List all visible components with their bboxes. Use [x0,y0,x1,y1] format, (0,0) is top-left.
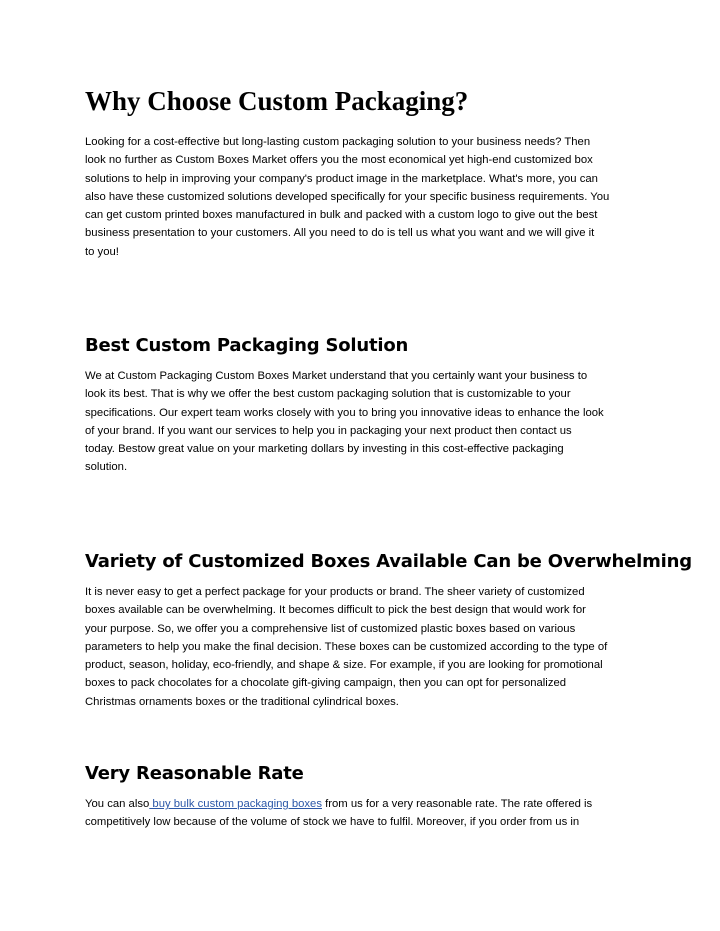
rate-paragraph [85,795,637,832]
paragraph-line: look no further as Custom Boxes Market offers you the most economical yet high-end customized box [85,154,593,167]
intro-paragraph [85,133,637,261]
paragraph-line: competitively low because of the volume of stock we have to fulfil. Moreover, if you order from us in [85,816,580,829]
paragraph-line: business presentation to your customers. All you need to do is tell us what you want and we will give it [85,227,595,240]
paragraph-line: can get custom printed boxes manufactured in bulk and packed with a custom logo to give out the best [85,209,598,222]
paragraph-line: product, season, holiday, eco-friendly, and shape & size. For example, if you are looking for promotional [85,659,603,672]
paragraph-line: boxes to pack chocolates for a chocolate gift-giving campaign, then you can opt for personalized [85,677,567,690]
paragraph-line: solutions to help in improving your company's product image in the marketplace. What's more, you can [85,172,598,185]
paragraph-line: of your brand. If you want our services to help you in packaging your next product then contact us [85,424,572,437]
paragraph-line: also have these customized solutions developed specifically for your specific business requirements. You [85,190,610,203]
paragraph-line [85,795,637,813]
paragraph-line: solution. [85,461,128,474]
paragraph-line: specifications. Our expert team works closely with you to bring you innovative ideas to enhance the look [85,406,604,419]
buy-bulk-boxes-link[interactable]: buy bulk custom packaging boxes [149,798,322,810]
paragraph-line: Looking for a cost-effective but long-lasting custom packaging solution to your business needs? Then [85,136,591,148]
paragraph-line: parameters to help you make the final decision. These boxes can be customized according to the type of [85,640,608,653]
paragraph-line: your purpose. So, we offer you a comprehensive list of customized plastic boxes based on various [85,622,576,635]
paragraph-line: Christmas ornaments boxes or the traditional cylindrical boxes. [85,695,399,708]
section-heading-variety: Variety of Customized Boxes Available Can be Overwhelming [85,551,692,572]
variety-paragraph [85,583,637,711]
paragraph-line: It is never easy to get a perfect package for your products or brand. The sheer variety of customized [85,586,585,598]
section-heading-reasonable-rate: Very Reasonable Rate [85,763,304,784]
paragraph-line: today. Bestow great value on your marketing dollars by investing in this cost-effective packaging [85,443,564,456]
rate-text-after-link: from us for a very reasonable rate. The rate offered is [321,798,593,810]
best-solution-paragraph [85,367,637,477]
page-title: Why Choose Custom Packaging? [85,86,469,116]
paragraph-line: look its best. That is why we offer the best custom packaging solution that is customizable to your [85,388,571,401]
paragraph-line: boxes available can be overwhelming. It becomes difficult to pick the best design that would work for [85,604,586,617]
paragraph-line: to you! [85,245,119,258]
section-heading-best-solution: Best Custom Packaging Solution [85,335,409,356]
paragraph-line: We at Custom Packaging Custom Boxes Market understand that you certainly want your business to [85,370,588,382]
rate-text-before-link: You can also [85,798,150,810]
